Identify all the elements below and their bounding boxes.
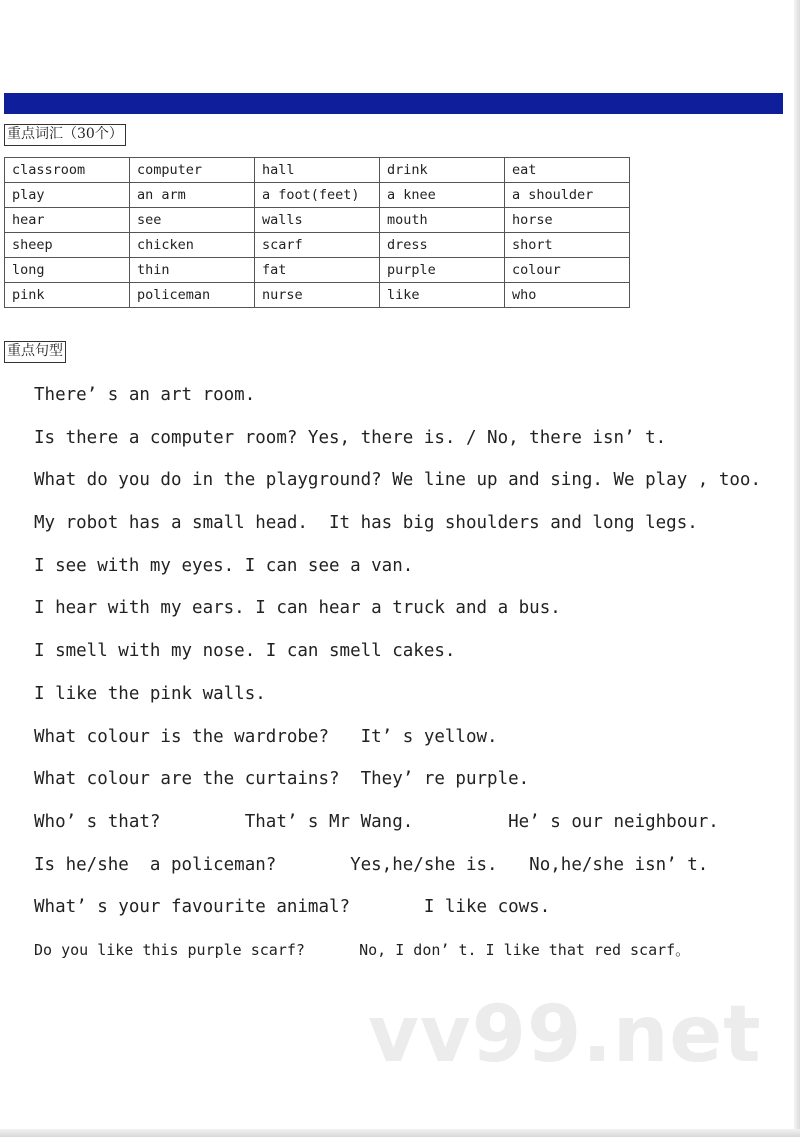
vocab-cell: purple bbox=[380, 258, 505, 283]
vocab-cell: colour bbox=[505, 258, 630, 283]
table-row bbox=[5, 233, 630, 258]
vocab-cell: eat bbox=[505, 158, 630, 183]
sentence-line: What colour is the wardrobe? It’ s yellow. bbox=[34, 726, 498, 747]
vocab-cell: classroom bbox=[5, 158, 130, 183]
sentence-line: My robot has a small head. It has big shoulders and long legs. bbox=[34, 513, 698, 534]
vocab-table bbox=[4, 157, 630, 308]
page-right-edge bbox=[794, 0, 800, 1137]
vocab-cell: horse bbox=[505, 208, 630, 233]
vocab-cell: hear bbox=[5, 208, 130, 233]
table-row bbox=[5, 183, 630, 208]
sentence-line: I like the pink walls. bbox=[34, 683, 266, 704]
sentence-line: Who’ s that? That’ s Mr Wang. He’ s our neighbour. bbox=[34, 811, 719, 832]
vocab-cell: hall bbox=[255, 158, 380, 183]
vocab-cell: scarf bbox=[255, 233, 380, 258]
table-row bbox=[5, 208, 630, 233]
sentence-line: I hear with my ears. I can hear a truck and a bus. bbox=[34, 598, 561, 619]
table-row bbox=[5, 283, 630, 308]
sentence-line: What’ s your favourite animal? I like cows. bbox=[34, 897, 551, 918]
vocab-section-title: 重点词汇（30个） bbox=[4, 124, 126, 146]
vocab-cell: nurse bbox=[255, 283, 380, 308]
vocab-cell: pink bbox=[5, 283, 130, 308]
vocab-cell: chicken bbox=[130, 233, 255, 258]
vocab-cell: a foot(feet) bbox=[255, 183, 380, 208]
vocab-cell: fat bbox=[255, 258, 380, 283]
vocab-cell: like bbox=[380, 283, 505, 308]
vocab-cell: walls bbox=[255, 208, 380, 233]
vocab-cell: computer bbox=[130, 158, 255, 183]
sentence-section-title: 重点句型 bbox=[4, 341, 66, 363]
vocab-cell: long bbox=[5, 258, 130, 283]
page-bottom-edge bbox=[0, 1129, 800, 1137]
vocab-cell: dress bbox=[380, 233, 505, 258]
header-blue-bar bbox=[4, 93, 783, 114]
sentence-list bbox=[34, 380, 794, 978]
watermark: vv99.net bbox=[368, 990, 762, 1080]
vocab-cell: policeman bbox=[130, 283, 255, 308]
vocab-cell: short bbox=[505, 233, 630, 258]
sentence-line: Is he/she a policeman? Yes,he/she is. No,he/she isn’ t. bbox=[34, 854, 709, 875]
table-row bbox=[5, 158, 630, 183]
sentence-line: What colour are the curtains? They’ re purple. bbox=[34, 769, 530, 790]
vocab-cell: a shoulder bbox=[505, 183, 630, 208]
table-row bbox=[5, 258, 630, 283]
vocab-cell: sheep bbox=[5, 233, 130, 258]
vocab-cell: mouth bbox=[380, 208, 505, 233]
vocab-cell: an arm bbox=[130, 183, 255, 208]
vocab-cell: see bbox=[130, 208, 255, 233]
sentence-line: Is there a computer room? Yes, there is. / No, there isn’ t. bbox=[34, 427, 667, 448]
sentence-line: What do you do in the playground? We line up and sing. We play , too. bbox=[34, 470, 761, 491]
vocab-cell: a knee bbox=[380, 183, 505, 208]
vocab-cell: drink bbox=[380, 158, 505, 183]
sentence-line: I smell with my nose. I can smell cakes. bbox=[34, 641, 456, 662]
vocab-cell: thin bbox=[130, 258, 255, 283]
sentence-line: Do you like this purple scarf? No, I don’ t. I like that red scarf。 bbox=[34, 940, 691, 959]
sentence-line: I see with my eyes. I can see a van. bbox=[34, 555, 414, 576]
vocab-cell: who bbox=[505, 283, 630, 308]
vocab-cell: play bbox=[5, 183, 130, 208]
sentence-line: There’ s an art room. bbox=[34, 385, 256, 405]
